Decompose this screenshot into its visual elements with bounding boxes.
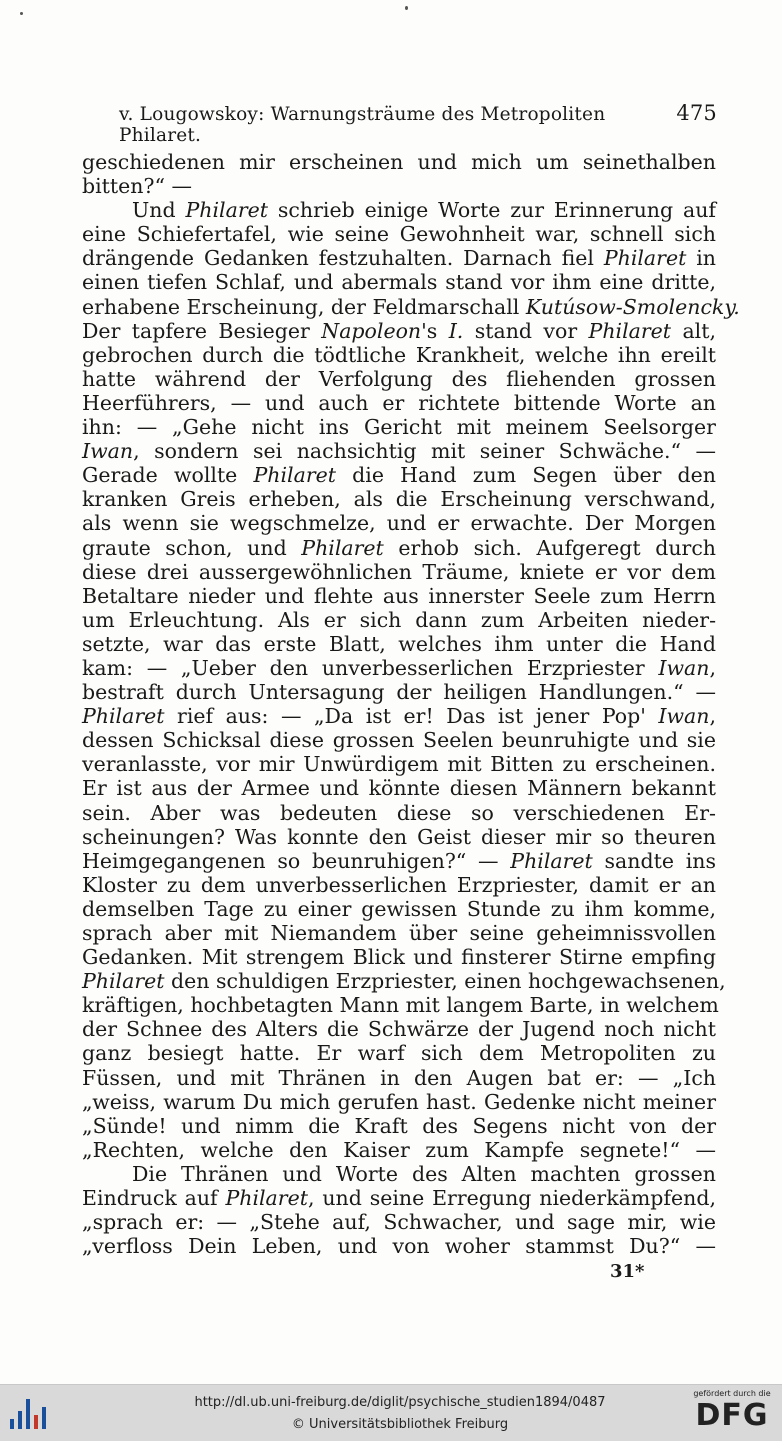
running-title: v. Lougowskoy: Warnungsträume des Metropoliten Philaret.	[119, 104, 606, 146]
text-line: Gerade wollte Philaret die Hand zum Segen über den	[82, 463, 716, 488]
text-line: geschiedenen mir erscheinen und mich um seinethalben	[82, 150, 716, 174]
text-line: bestraft durch Untersagung der heiligen Handlungen.“ —	[82, 680, 716, 705]
text-line: gebrochen durch die tödtliche Krankheit, welche ihn ereilt	[82, 342, 716, 367]
text-line: „verfloss Dein Leben, und von woher stammst Du?“ —	[82, 1234, 716, 1259]
body-text	[82, 150, 740, 1259]
scan-speck	[405, 6, 408, 10]
running-header	[119, 101, 717, 146]
text-line: kranken Greis erheben, als die Erscheinung verschwand,	[82, 487, 716, 512]
text-line: Die Thränen und Worte des Alten machten grossen	[132, 1161, 716, 1186]
text-line: dessen Schicksal diese grossen Seelen beunruhigte und sie	[82, 728, 716, 753]
text-line: als wenn sie wegschmelze, und er erwachte. Der Morgen	[82, 511, 716, 536]
text-line: Betaltare nieder und flehte aus innerster Seele zum Herrn	[82, 583, 716, 608]
text-line: Heimgegangenen so beunruhigen?“ — Philaret sandte ins	[82, 848, 716, 873]
text-line: veranlasste, vor mir Unwürdigem mit Bitten zu erscheinen.	[82, 752, 716, 777]
text-line: Philaret den schuldigen Erzpriester, einen hochgewachsenen,	[82, 969, 726, 994]
funder-caption: gefördert durch die	[693, 1389, 771, 1398]
page-number: 475	[676, 101, 717, 125]
text-line: kam: — „Ueber den unverbesserlichen Erzpriester Iwan,	[82, 655, 716, 680]
dfg-logo	[688, 1389, 776, 1437]
text-line: eine Schiefertafel, wie seine Gewohnheit war, schnell sich	[82, 222, 716, 247]
text-line: drängende Gedanken festzuhalten. Darnach fiel Philaret in	[82, 246, 716, 271]
text-line: scheinungen? Was konnte den Geist dieser mir so theuren	[82, 824, 716, 849]
text-line: hatte während der Verfolgung des fliehenden grossen	[82, 366, 716, 391]
text-line: „Sünde! und nimm die Kraft des Segens nicht von der	[82, 1113, 716, 1138]
text-line: Er ist aus der Armee und könnte diesen Männern bekannt	[82, 776, 716, 801]
digital-library-logo-icon	[10, 1399, 50, 1429]
text-line: Eindruck auf Philaret, und seine Erregung niederkämpfend,	[82, 1186, 716, 1211]
text-line: demselben Tage zu einer gewissen Stunde zu ihm komme,	[82, 896, 716, 921]
text-line: „sprach er: — „Stehe auf, Schwacher, und sage mir, wie	[82, 1210, 716, 1235]
text-line: sein. Aber was bedeuten diese so verschiedenen Er-	[82, 800, 716, 825]
text-line: Kloster zu dem unverbesserlichen Erzpriester, damit er an	[82, 872, 716, 897]
text-line: kräftigen, hochbetagten Mann mit langem Barte, in welchem	[82, 993, 719, 1018]
text-line: sprach aber mit Niemandem über seine geheimnissvollen	[82, 921, 716, 945]
viewer-footer	[0, 1384, 782, 1441]
text-line: diese drei aussergewöhnlichen Träume, kniete er vor dem	[82, 559, 716, 584]
text-line: Der tapfere Besieger Napoleon's I. stand vor Philaret alt,	[82, 318, 716, 343]
text-line: bitten?“ —	[82, 174, 192, 199]
text-line: „weiss, warum Du mich gerufen hast. Gedenke nicht meiner	[82, 1089, 716, 1114]
text-line: Iwan, sondern sei nachsichtig mit seiner Schwäche.“ —	[82, 439, 716, 464]
permalink-url[interactable]: http://dl.ub.uni-freiburg.de/diglit/psychische_studien1894/0487	[194, 1395, 606, 1410]
text-line: erhabene Erscheinung, der Feldmarschall Kutúsow-Smolencky.	[82, 294, 740, 319]
text-line: ganz besiegt hatte. Er warf sich dem Metropoliten zu	[82, 1041, 716, 1066]
text-line: Füssen, und mit Thränen in den Augen bat er: — „Ich	[82, 1065, 716, 1090]
text-line: Heerführers, — und auch er richtete bittende Worte an	[82, 390, 716, 415]
text-line: graute schon, und Philaret erhob sich. Aufgeregt durch	[82, 535, 716, 560]
text-line: Gedanken. Mit strengem Blick und finsterer Stirne empfing	[82, 945, 716, 970]
dfg-logo-text: DFG	[695, 1398, 769, 1433]
text-line: um Erleuchtung. Als er sich dann zum Arbeiten nieder-	[82, 607, 716, 632]
text-line: Philaret rief aus: — „Da ist er! Das ist jener Pop' Iwan,	[82, 704, 716, 729]
text-line: setzte, war das erste Blatt, welches ihm unter die Hand	[82, 631, 716, 656]
scan-speck	[20, 12, 23, 15]
text-line: Und Philaret schrieb einige Worte zur Erinnerung auf	[132, 198, 716, 223]
text-line: ihn: — „Gehe nicht ins Gericht mit meinem Seelsorger	[82, 415, 716, 440]
copyright-notice: © Universitätsbibliothek Freiburg	[291, 1417, 509, 1432]
signature-mark: 31*	[610, 1261, 645, 1282]
text-line: der Schnee des Alters die Schwärze der Jugend noch nicht	[82, 1017, 716, 1042]
text-line: „Rechten, welche den Kaiser zum Kampfe segnete!“ —	[82, 1137, 716, 1162]
text-line: einen tiefen Schlaf, und abermals stand vor ihm eine dritte,	[82, 270, 716, 295]
